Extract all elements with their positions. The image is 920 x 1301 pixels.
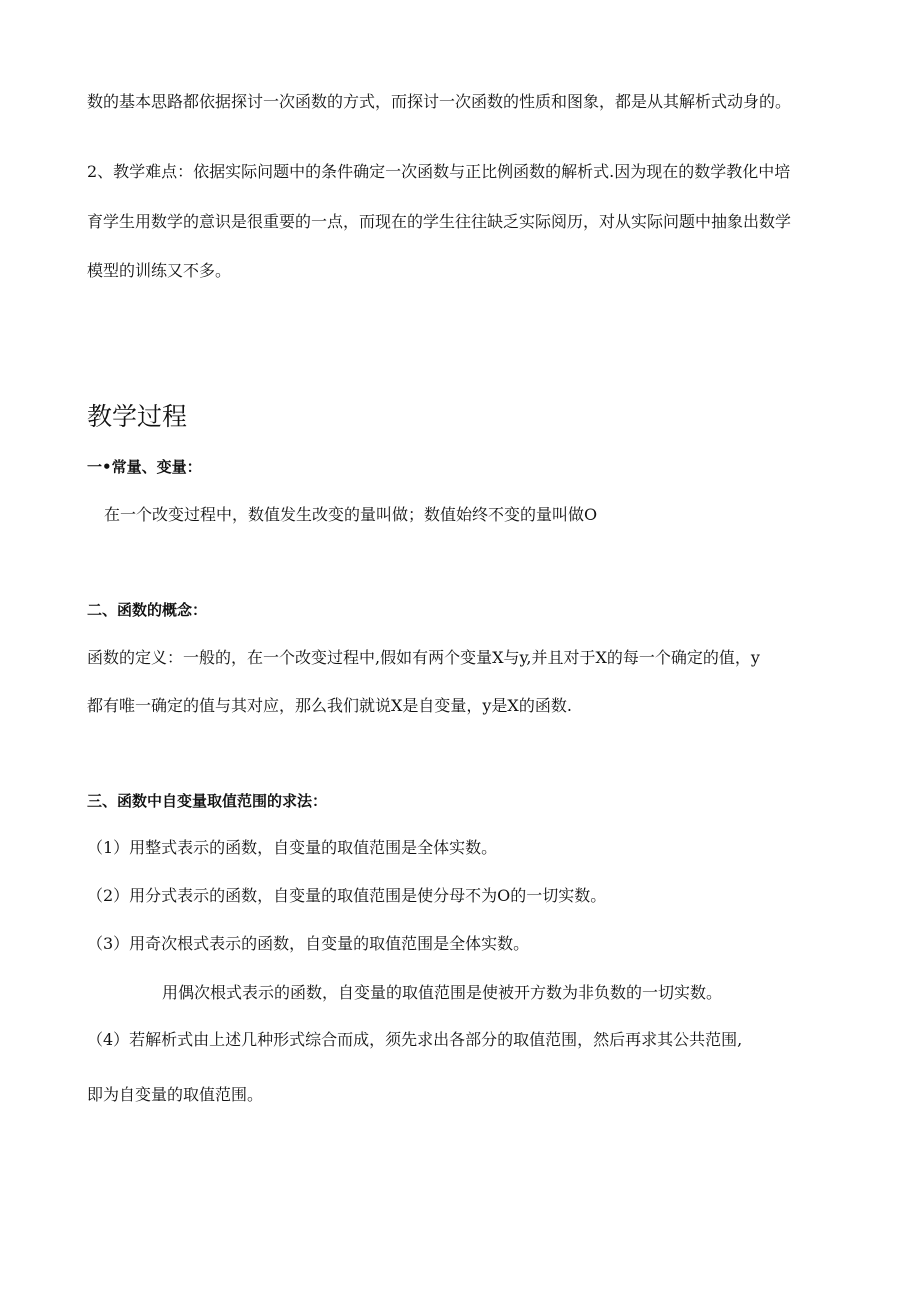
- teaching-difficulty-line-3: 模型的训练又不多。: [87, 261, 232, 280]
- teaching-difficulty-line-1: 2、教学难点：依据实际问题中的条件确定一次函数与正比例函数的解析式.因为现在的数学教化中培: [87, 162, 791, 181]
- section3-item-2: （2）用分式表示的函数，自变量的取值范围是使分母不为O的一切实数。: [87, 886, 607, 905]
- section3-item-3: （3）用奇次根式表示的函数，自变量的取值范围是全体实数。: [87, 934, 530, 953]
- section3-item-1: （1）用整式表示的函数，自变量的取值范围是全体实数。: [87, 838, 498, 857]
- section2-heading: 二、函数的概念：: [87, 601, 208, 619]
- section3-heading: 三、函数中自变量取值范围的求法：: [87, 792, 328, 810]
- section2-body-line-2: 都有唯一确定的值与其对应，那么我们就说X是自变量，y是X的函数.: [87, 696, 572, 715]
- intro-paragraph-line-1: 数的基本思路都依据探讨一次函数的方式，而探讨一次函数的性质和图象，都是从其解析式动身的。: [87, 92, 792, 111]
- section3-item-4-line-2: 即为自变量的取值范围。: [87, 1085, 264, 1104]
- teaching-difficulty-line-2: 育学生用数学的意识是很重要的一点，而现在的学生往往缺乏实际阅历，对从实际问题中抽象出数学: [87, 212, 792, 231]
- process-title: 教学过程: [87, 402, 188, 431]
- section3-item-3-sub: 用偶次根式表示的函数，自变量的取值范围是使被开方数为非负数的一切实数。: [162, 983, 723, 1002]
- section2-body-line-1: 函数的定义：一般的，在一个改变过程中,假如有两个变量X与y,并且对于X的每一个确定的值，y: [87, 648, 760, 667]
- section1-body: 在一个改变过程中，数值发生改变的量叫做；数值始终不变的量叫做O: [104, 505, 598, 524]
- section1-heading: 一•常量、变量：: [87, 458, 202, 476]
- section3-item-4-line-1: （4）若解析式由上述几种形式综合而成，须先求出各部分的取值范围，然后再求其公共范围,: [87, 1030, 743, 1049]
